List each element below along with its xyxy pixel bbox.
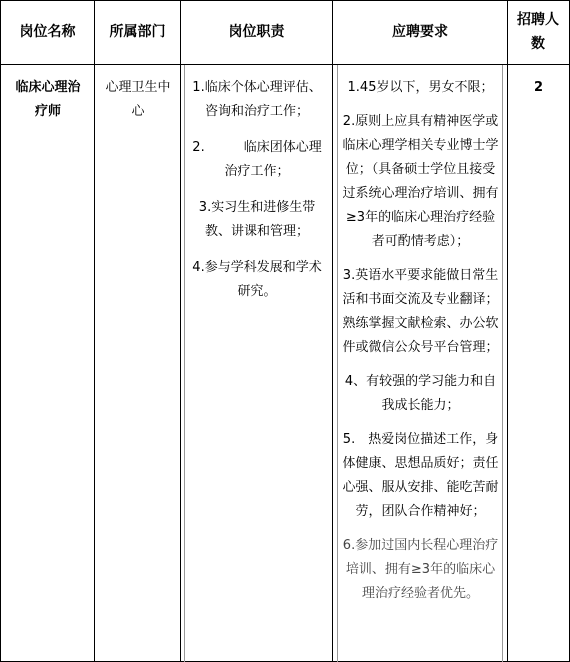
requirement-item: 3.英语水平要求能做日常生活和书面交流及专业翻译；熟练掌握文献检索、办公软件或微信公众号平台管理；	[342, 268, 499, 355]
duties-cell	[186, 76, 328, 304]
header-divider	[0, 64, 570, 65]
inner-border	[184, 65, 185, 662]
inner-border	[337, 65, 338, 662]
requirement-item: 5. 热爱岗位描述工作，身体健康、思想品质好；责任心强、服从安排、能吃苦耐劳，团队合作精神好；	[342, 432, 499, 519]
header-department: 所属部门	[109, 24, 166, 40]
requirement-item: 6.参加过国内长程心理治疗培训、拥有≥3年的临床心理治疗经验者优先。	[342, 538, 499, 601]
header-requirements: 应聘要求	[392, 24, 448, 40]
requirement-item: 4、有较强的学习能力和自我成长能力；	[344, 374, 497, 413]
requirement-item: 1.45岁以下，男女不限；	[347, 80, 494, 95]
table-border-left	[0, 0, 1, 662]
duty-item: 1.临床个体心理评估、咨询和治疗工作；	[192, 80, 322, 119]
header-duties: 岗位职责	[228, 24, 285, 40]
duty-item: 2. 临床团体心理治疗工作；	[192, 140, 322, 179]
position-name-cell: 临床心理治疗师	[15, 80, 81, 119]
column-divider	[180, 0, 181, 662]
requirements-cell	[341, 76, 500, 606]
department-cell: 心理卫生中心	[105, 80, 171, 119]
inner-border	[502, 65, 503, 662]
column-divider	[332, 0, 333, 662]
duty-item: 3.实习生和进修生带教、讲课和管理；	[198, 200, 316, 239]
count-cell: 2	[533, 80, 544, 95]
requirement-item: 2.原则上应具有精神医学或临床心理学相关专业博士学位；（具备硕士学位且接受过系统心理治疗培训、拥有≥3年的临床心理治疗经验者可酌情考虑）；	[342, 114, 499, 249]
header-count: 招聘人数	[517, 12, 559, 52]
column-divider	[94, 0, 95, 662]
duty-item: 4.参与学科发展和学术研究。	[192, 260, 322, 299]
header-position-name: 岗位名称	[19, 24, 76, 40]
